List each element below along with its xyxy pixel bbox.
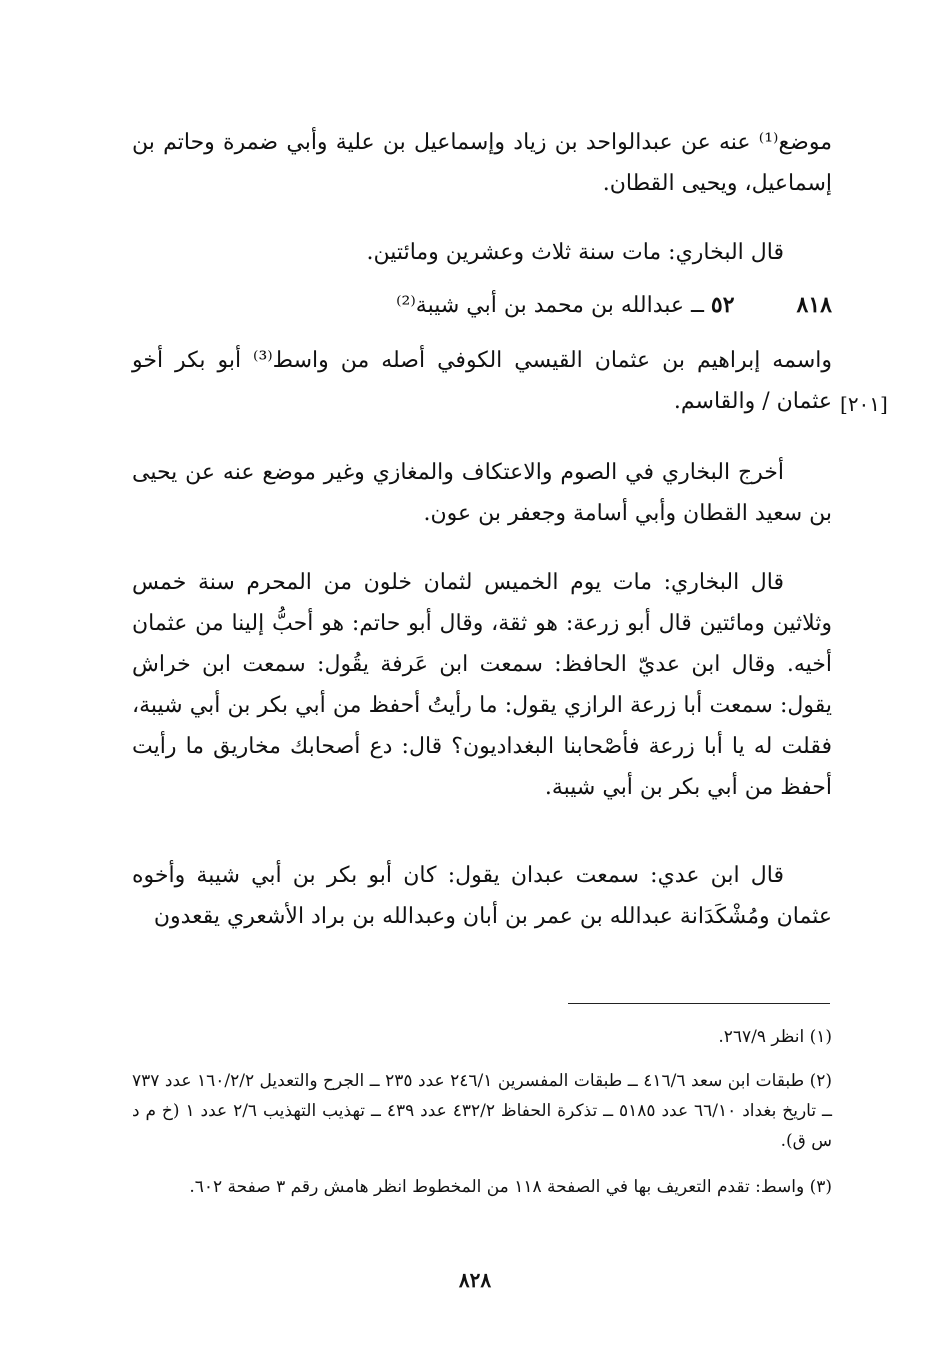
- paragraph-opinions: قال البخاري: مات يوم الخميس لثمان خلون من المحرم سنة خمس وثلاثين ومائتين قال أبو زرعة: هو ثقة، وقال أبو حاتم: هو أحبُّ إلينا من عثمان أخيه. وقال ابن عديّ الحافظ: سمعت ابن عَرفة يقُول: سمعت ابن خراش يقول: سمعت أبا زرعة الرازي يقول: ما رأيتُ أحفظ من أبي بكر بن أبي شيبة، فقلت له يا أبا زرعة فأصْحابنا البغداديون؟ قال: دع أصحابك مخاريق ما رأيت أحفظ من أبي بكر بن أبي شيبة.: [132, 570, 832, 800]
- paragraph-bukhari-death: قال البخاري: مات سنة ثلاث وعشرين ومائتين.: [366, 240, 784, 265]
- footnote-separator: [568, 1003, 830, 1004]
- footnote-3: (٣) واسط: تقدم التعريف بها في الصفحة ١١٨ من المخطوط انظر هامش رقم ٣ صفحة ٦٠٢.: [189, 1177, 832, 1197]
- entry-heading: [396, 292, 832, 318]
- margin-manuscript-ref: [٢٠١]: [840, 392, 888, 416]
- paragraph-continuation: موضع⁽¹⁾ عنه عن عبدالواحد بن زياد وإسماعيل بن علية وأبي ضمرة وحاتم بن إسماعيل، ويحيى القطان.: [132, 130, 832, 196]
- entry-title: ــ عبدالله بن محمد بن أبي شيبة⁽²⁾: [396, 293, 704, 318]
- entry-number-b: ٥٢: [710, 292, 735, 318]
- footnote-1: (١) انظر ٢٦٧/٩.: [718, 1027, 832, 1047]
- paragraph-ibn-adi: قال ابن عدي: سمعت عبدان يقول: كان أبو بكر بن أبي شيبة وأخوه عثمان ومُشْكَدَانة عبدالله بن عمر بن أبان وعبدالله بن براد الأشعري يقعدون: [132, 863, 832, 929]
- paragraph-bukhari-sources: أخرج البخاري في الصوم والاعتكاف والمغازي وغير موضع عنه عن يحيى بن سعيد القطان وأبي أسامة وجعفر بن عون.: [132, 460, 832, 526]
- page-number: ٨٢٨: [458, 1268, 492, 1292]
- footnote-2: (٢) طبقات ابن سعد ٤١٦/٦ ــ طبقات المفسرين ٢٤٦/١ عدد ٢٣٥ ــ الجرح والتعديل ١٦٠/٢/٢ عدد ٧٣٧ ــ تاريخ بغداد ٦٦/١٠ عدد ٥١٨٥ ــ تذكرة الحفاظ ٤٣٢/٢ عدد ٤٣٩ ــ تهذيب التهذيب ٢/٦ عدد ١ (خ م د س ق).: [132, 1071, 832, 1151]
- entry-body: واسمه إبراهيم بن عثمان القيسي الكوفي أصله من واسط⁽³⁾ أبو بكر أخو عثمان / والقاسم.: [132, 348, 832, 414]
- entry-number-a: ٨١٨: [796, 292, 832, 318]
